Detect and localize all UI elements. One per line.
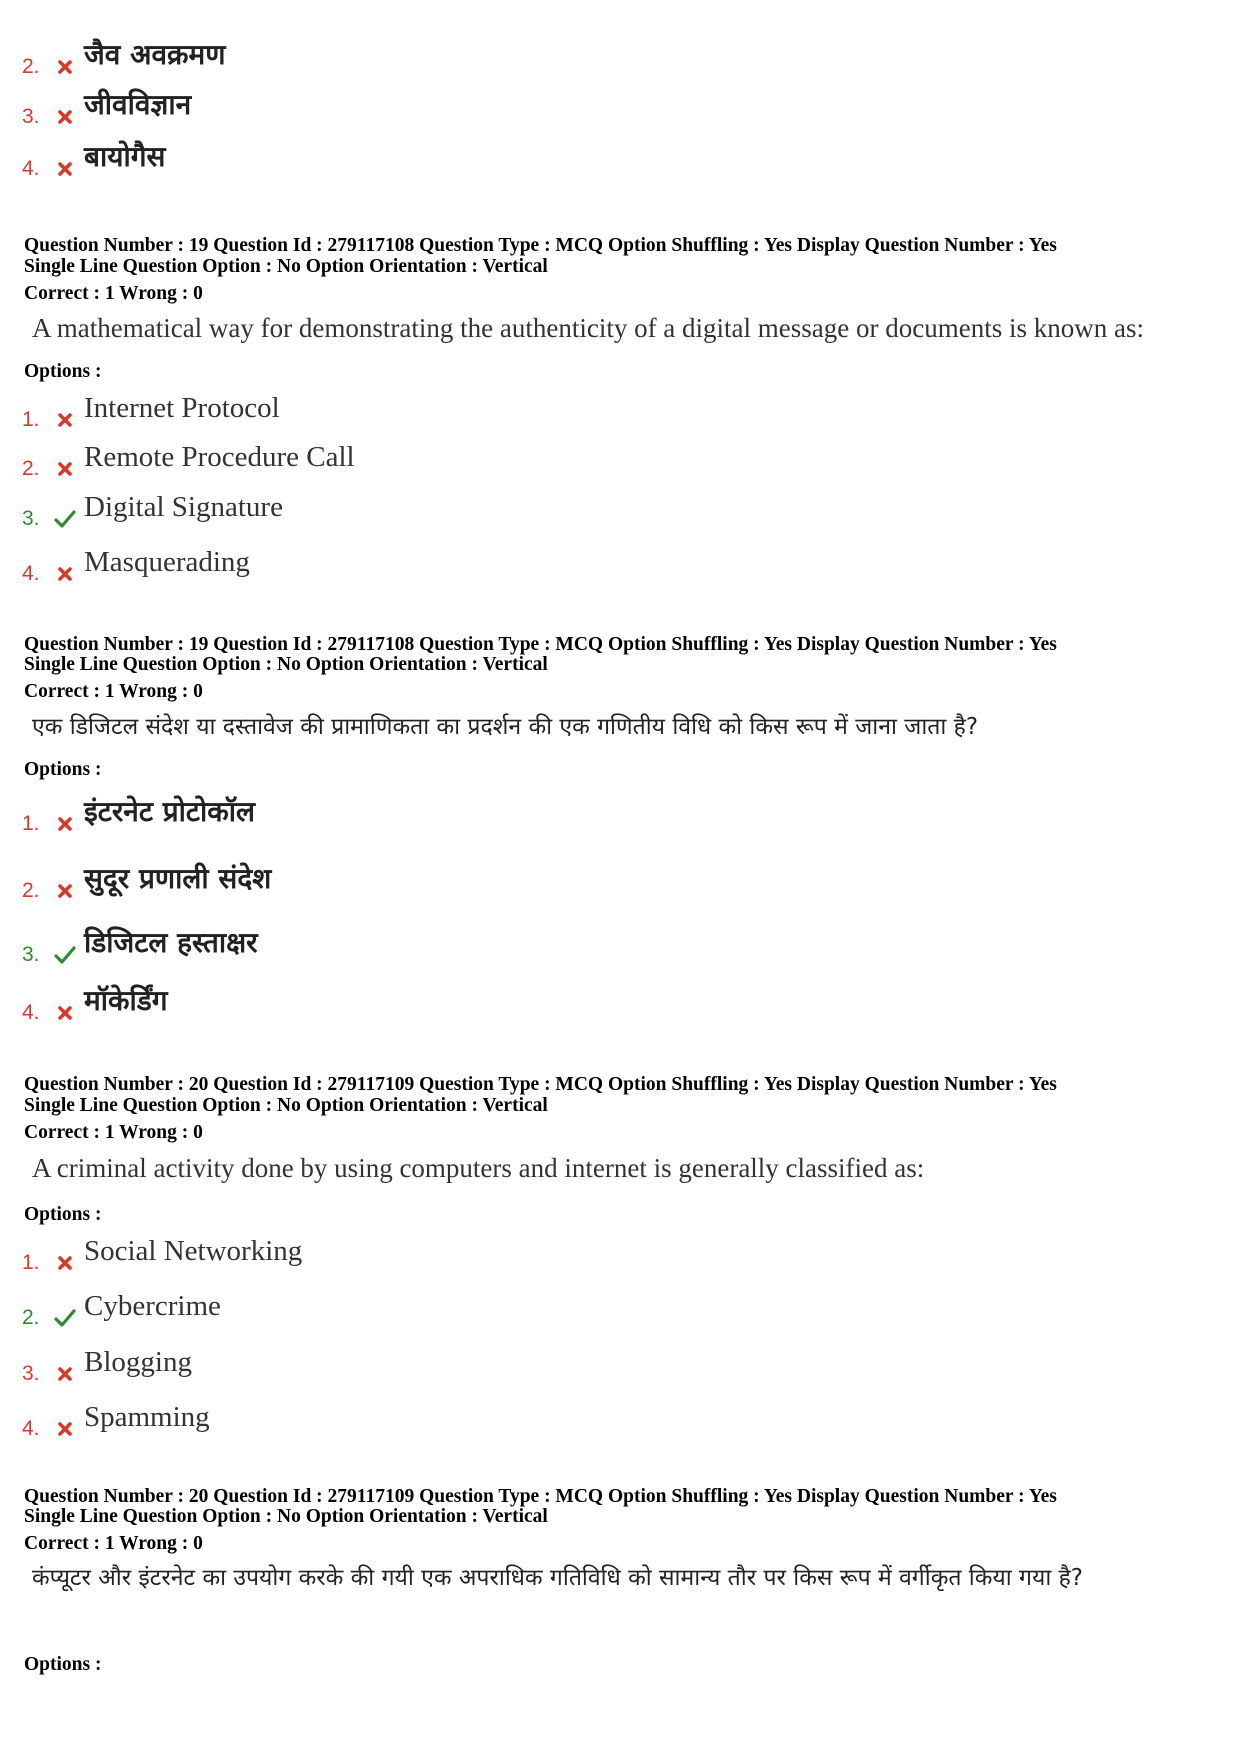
cross-icon [52, 407, 78, 433]
option-text: Digital Signature [84, 491, 283, 523]
cross-icon [52, 54, 78, 80]
cross-icon [52, 811, 78, 837]
option-row [22, 1337, 192, 1387]
option-text: Internet Protocol [84, 392, 280, 424]
question-text: एक डिजिटल संदेश या दस्तावेज की प्रामाणिकता का प्रदर्शन की एक गणितीय विधि को किस रूप में जाना जाता है? [32, 714, 979, 740]
option-number: 1. [22, 812, 40, 835]
check-icon [52, 1305, 78, 1331]
cross-icon [52, 1361, 78, 1387]
option-text: बायोगैस [84, 140, 166, 173]
option-number: 2. [22, 55, 40, 78]
option-number: 2. [22, 879, 40, 902]
option-text: Masquerading [84, 546, 250, 578]
option-text: Social Networking [84, 1235, 303, 1267]
option-number: 2. [22, 1306, 40, 1329]
option-text: जैव अवक्रमण [84, 38, 226, 71]
option-row [22, 30, 226, 80]
option-row [22, 383, 280, 433]
options-label: Options : [24, 1654, 102, 1675]
marks-info: Correct : 1 Wrong : 0 [24, 1533, 203, 1554]
cross-icon [52, 1250, 78, 1276]
cross-icon [52, 1000, 78, 1026]
option-text: Remote Procedure Call [84, 441, 355, 473]
option-text: सुदूर प्रणाली संदेश [84, 862, 272, 895]
options-label: Options : [24, 759, 102, 780]
option-row [22, 854, 271, 904]
option-number: 4. [22, 1001, 40, 1024]
option-text: मॉकेर्डिंग [84, 984, 168, 1017]
marks-info: Correct : 1 Wrong : 0 [24, 283, 203, 304]
cross-icon [52, 456, 78, 482]
option-row-correct [22, 918, 258, 968]
option-number: 2. [22, 457, 40, 480]
option-number: 4. [22, 562, 40, 585]
question-meta-line2: Single Line Question Option : No Option Orientation : Vertical [24, 1095, 548, 1116]
question-text: A criminal activity done by using computers and internet is generally classified as: [32, 1153, 925, 1183]
question-text: A mathematical way for demonstrating the authenticity of a digital message or documents is known as: [32, 313, 1144, 343]
option-row [22, 976, 168, 1026]
option-number: 3. [22, 105, 40, 128]
question-meta-line2: Single Line Question Option : No Option Orientation : Vertical [24, 256, 548, 277]
marks-info: Correct : 1 Wrong : 0 [24, 681, 203, 702]
question-meta-line1: Question Number : 19 Question Id : 279117108 Question Type : MCQ Option Shuffling : Yes Display Question Number : Yes [24, 235, 1057, 256]
cross-icon [52, 561, 78, 587]
question-meta-line1: Question Number : 20 Question Id : 279117109 Question Type : MCQ Option Shuffling : Yes Display Question Number : Yes [24, 1486, 1057, 1507]
question-meta-line2: Single Line Question Option : No Option Orientation : Vertical [24, 654, 548, 675]
option-text: Spamming [84, 1401, 210, 1433]
option-text: Blogging [84, 1346, 192, 1378]
cross-icon [52, 878, 78, 904]
question-meta-line1: Question Number : 20 Question Id : 279117109 Question Type : MCQ Option Shuffling : Yes Display Question Number : Yes [24, 1074, 1057, 1095]
marks-info: Correct : 1 Wrong : 0 [24, 1122, 203, 1143]
options-label: Options : [24, 1204, 102, 1225]
check-icon [52, 506, 78, 532]
option-number: 4. [22, 157, 40, 180]
cross-icon [52, 156, 78, 182]
option-row [22, 132, 165, 182]
option-number: 1. [22, 1251, 40, 1274]
option-number: 3. [22, 943, 40, 966]
option-row [22, 537, 250, 587]
question-meta-line2: Single Line Question Option : No Option Orientation : Vertical [24, 1506, 548, 1527]
cross-icon [52, 104, 78, 130]
options-label: Options : [24, 361, 102, 382]
option-row [22, 1226, 302, 1276]
option-row [22, 432, 355, 482]
check-icon [52, 942, 78, 968]
option-number: 1. [22, 408, 40, 431]
option-text: इंटरनेट प्रोटोकॉल [84, 795, 256, 828]
option-number: 4. [22, 1417, 40, 1440]
option-row [22, 787, 255, 837]
question-meta-line1: Question Number : 19 Question Id : 279117108 Question Type : MCQ Option Shuffling : Yes Display Question Number : Yes [24, 634, 1057, 655]
option-text: जीवविज्ञान [84, 88, 192, 121]
option-row [22, 80, 191, 130]
option-number: 3. [22, 1362, 40, 1385]
cross-icon [52, 1416, 78, 1442]
option-text: डिजिटल हस्ताक्षर [84, 926, 258, 959]
option-text: Cybercrime [84, 1290, 221, 1322]
option-row-correct [22, 1281, 221, 1331]
question-text: कंप्यूटर और इंटरनेट का उपयोग करके की गयी एक अपराधिक गतिविधि को सामान्य तौर पर किस रूप में वर्गीकृत किया गया है? [32, 1565, 1084, 1591]
option-row [22, 1392, 210, 1442]
option-row-correct [22, 482, 283, 532]
option-number: 3. [22, 507, 40, 530]
